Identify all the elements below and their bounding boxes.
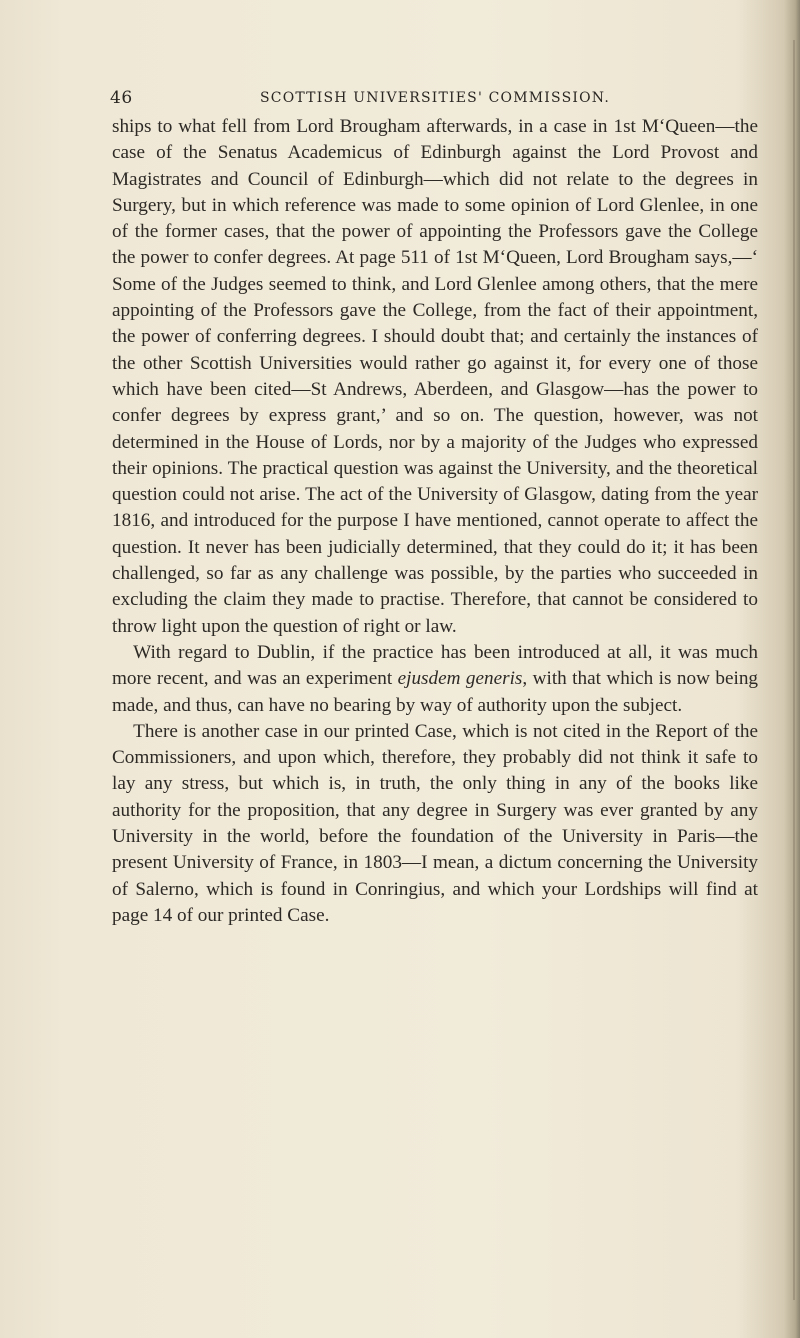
binding-edge — [793, 40, 795, 1300]
paragraph-2-text-a: With regard to Dublin, if the practice has been introduced at all, it was much more recent, and was an experiment — [112, 641, 758, 690]
latin-phrase: ejusdem generis — [397, 668, 523, 690]
paragraph-3-text: There is another case in our printed Case, which is not cited in the Report of the Commissioners, and upon which, therefore, they probably did not think it safe to lay any stress, but which is, in truth, the only thing in any of the books like authority for the proposition, that any degree in Surgery was ever granted by any University in the world, before the foundation of the University in Paris—the present University of France, in 1803—I mean, a dictum concerning the University of Salerno, which is found in Conringius, and which your Lordships will find at page 14 of our printed Case. — [112, 720, 758, 926]
paragraph-1-text: ships to what fell from Lord Brougham afterwards, in a case in 1st M‘Queen—the case of the Senatus Academicus of Edinburgh against the Lord Provost and Magistrates and Council of Edinburgh—which did not relate to the degrees in Surgery, but in which reference was made to some opinion of Lord Glenlee, in one of the former cases, that the power of appointing the Professors gave the College the power to confer degrees. At page 511 of 1st M‘Queen, Lord Brougham says,—‘ Some of the Judges seemed to think, and Lord Glenlee among others, that the mere appointing of the Professors gave the College, from the fact of their appointment, the power of conferring degrees. I should doubt that; and certainly the instances of the other Scottish Universities would rather go against it, for every one of those which have been cited—St Andrews, Aberdeen, and Glasgow—has the power to confer degrees by express grant,’ and so on. The question, however, was not determined in the House of Lords, nor by a majority of the Judges who expressed their opinions. The practical question was against the University, and the theoretical question could not arise. The act of the University of Glasgow, dating from the year 1816, and introduced for the purpose I have mentioned, cannot operate to affect the question. It never has been judicially determined, that they could do it; it has been challenged, so far as any challenge was possible, by the parties who succeeded in excluding the claim they made to practise. Therefore, that cannot be considered to throw light upon the question of right or law. — [112, 116, 758, 637]
running-title: SCOTTISH UNIVERSITIES' COMMISSION. — [260, 90, 610, 106]
body-text — [112, 114, 758, 929]
paragraph-1 — [112, 114, 758, 640]
paragraph-2-text-b: , with that which is now being made, and thus, can have no bearing by way of authority upon the subject. — [112, 668, 759, 716]
page-number: 46 — [110, 88, 133, 108]
page-edge-shadow — [784, 0, 800, 1338]
paragraph-2 — [112, 640, 758, 719]
paragraph-3 — [112, 719, 758, 929]
